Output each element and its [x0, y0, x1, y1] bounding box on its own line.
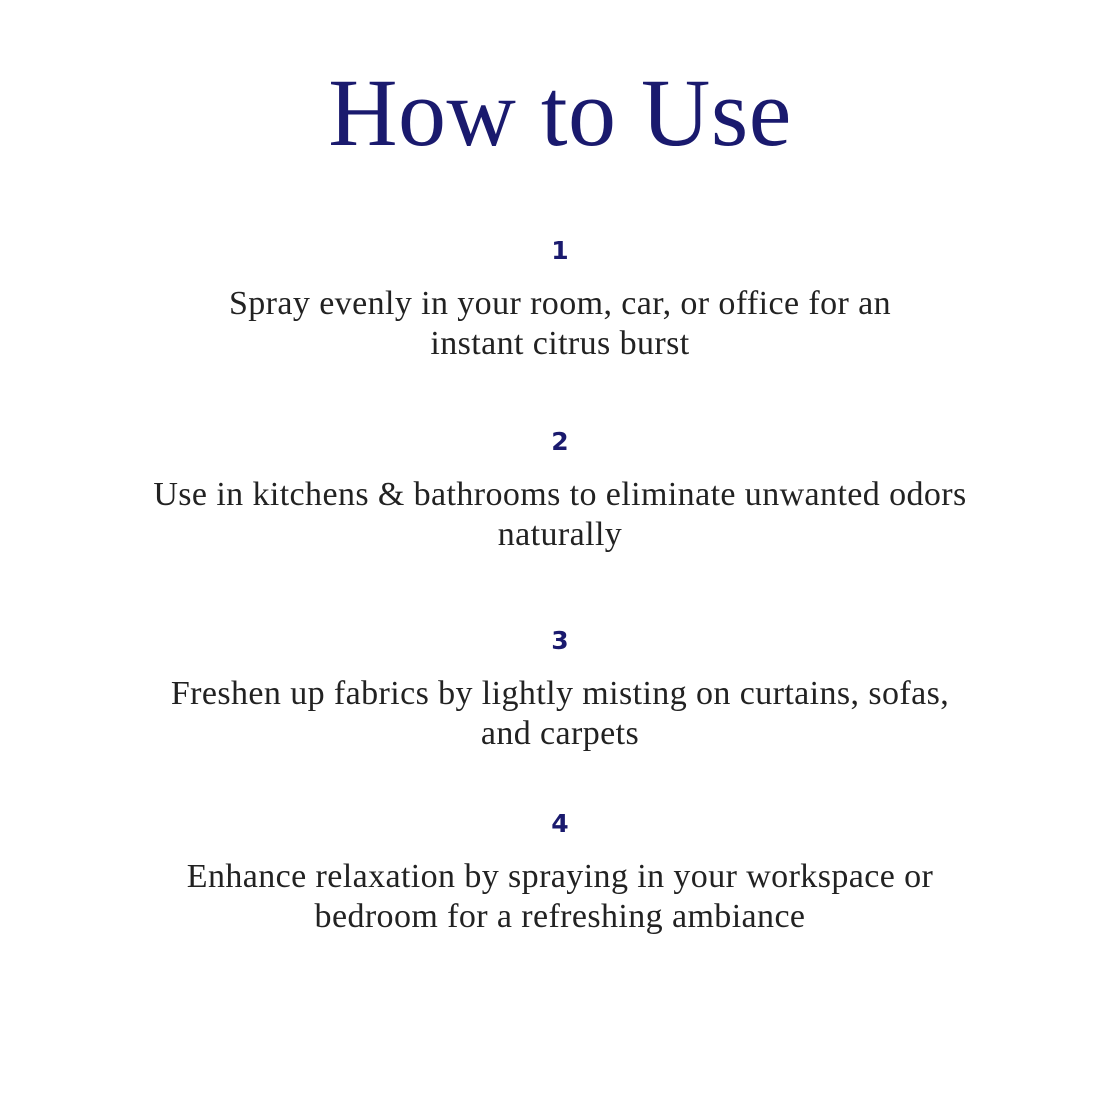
step-instruction: Freshen up fabrics by lightly misting on curtains, sofas, and carpets	[170, 675, 950, 752]
step-item	[0, 809, 1120, 937]
step-number: 1	[551, 236, 569, 265]
step-instruction: Use in kitchens & bathrooms to eliminate unwanted odors naturally	[153, 476, 967, 553]
step-instruction: Enhance relaxation by spraying in your workspace or bedroom for a refreshing ambiance	[186, 858, 934, 935]
step-number: 4	[551, 809, 569, 838]
step-number: 2	[551, 427, 569, 456]
step-number: 3	[551, 626, 569, 655]
step-item	[0, 236, 1120, 364]
step-item	[0, 427, 1120, 555]
page-title: How to Use	[328, 59, 792, 166]
step-item	[0, 626, 1120, 754]
step-instruction: Spray evenly in your room, car, or office for an instant citrus burst	[228, 285, 892, 362]
